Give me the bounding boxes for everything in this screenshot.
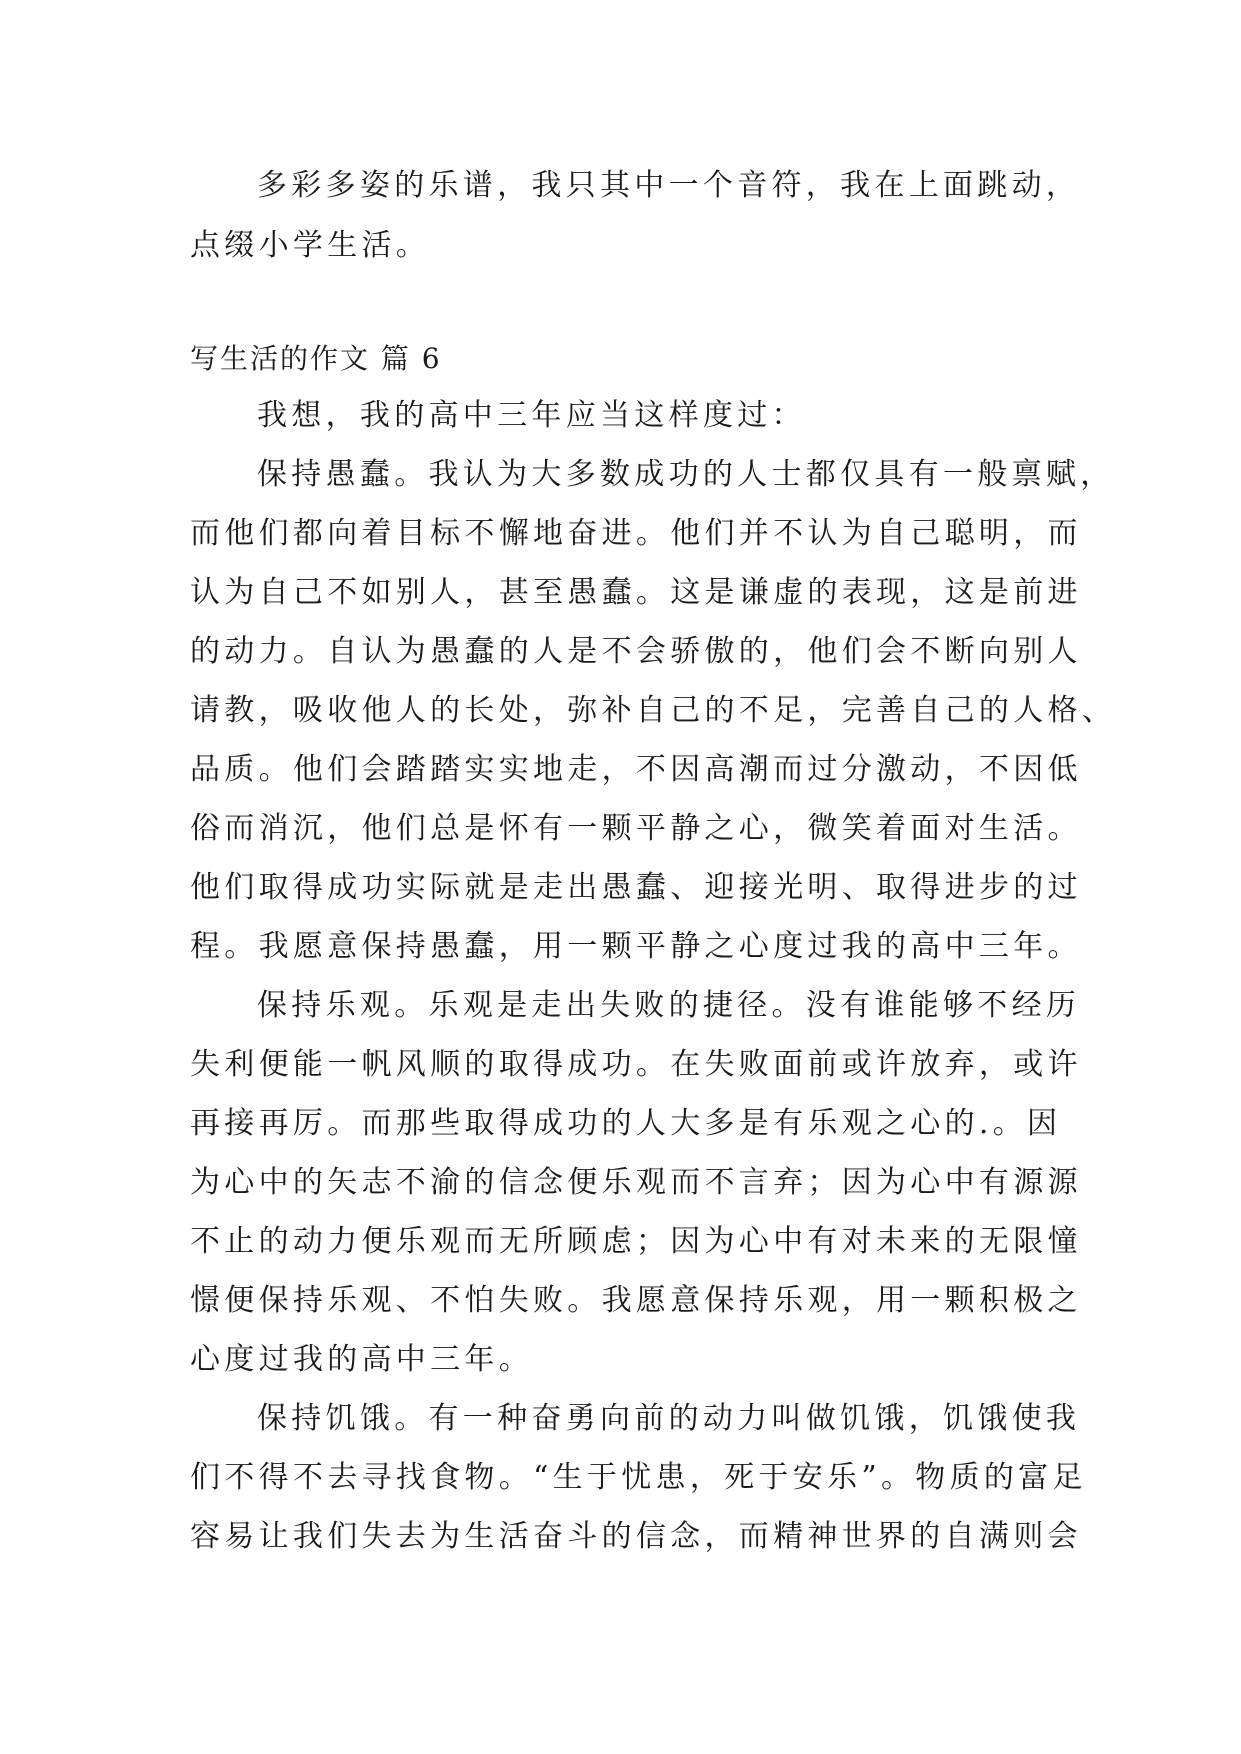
body-text-line: 多彩多姿的乐谱，我只其中一个音符，我在上面跳动，	[257, 168, 1081, 203]
body-text-line: 们不得不去寻找食物。“生于忧患，死于安乐”。物质的富足	[190, 1460, 1087, 1495]
body-text-line: 保持乐观。乐观是走出失败的捷径。没有谁能够不经历	[257, 988, 1081, 1023]
body-text-line: 保持愚蠢。我认为大多数成功的人士都仅具有一般禀赋，	[257, 457, 1115, 492]
body-text-line: 容易让我们失去为生活奋斗的信念，而精神世界的自满则会	[190, 1519, 1082, 1554]
body-text-line: 认为自己不如别人，甚至愚蠢。这是谦虚的表现，这是前进	[190, 575, 1082, 610]
body-text-line: 为心中的矢志不渝的信念便乐观而不言弃；因为心中有源源	[190, 1165, 1082, 1200]
body-text-line: 请教，吸收他人的长处，弥补自己的不足，完善自己的人格、	[190, 693, 1117, 728]
body-text-line: 再接再厉。而那些取得成功的人大多是有乐观之心的.。因	[190, 1106, 1062, 1141]
body-text-line: 不止的动力便乐观而无所顾虑；因为心中有对未来的无限憧	[190, 1224, 1082, 1259]
body-text-line: 我想，我的高中三年应当这样度过：	[257, 398, 806, 433]
body-text-line: 他们取得成功实际就是走出愚蠢、迎接光明、取得进步的过	[190, 870, 1082, 905]
body-text-line: 品质。他们会踏踏实实地走，不因高潮而过分激动，不因低	[190, 752, 1082, 787]
body-text-line: 的动力。自认为愚蠢的人是不会骄傲的，他们会不断向别人	[190, 634, 1082, 669]
body-text-line: 程。我愿意保持愚蠢，用一颗平静之心度过我的高中三年。	[190, 929, 1082, 964]
section-heading: 写生活的作文 篇 6	[190, 342, 442, 375]
body-text-line: 心度过我的高中三年。	[190, 1342, 533, 1377]
body-text-line: 保持饥饿。有一种奋勇向前的动力叫做饥饿，饥饿使我	[257, 1401, 1081, 1436]
body-text-line: 而他们都向着目标不懈地奋进。他们并不认为自己聪明，而	[190, 516, 1082, 551]
body-text-line: 憬便保持乐观、不怕失败。我愿意保持乐观，用一颗积极之	[190, 1283, 1082, 1318]
body-text-line: 失利便能一帆风顺的取得成功。在失败面前或许放弃，或许	[190, 1047, 1082, 1082]
body-text-line: 点缀小学生活。	[190, 228, 431, 263]
body-text-line: 俗而消沉，他们总是怀有一颗平静之心，微笑着面对生活。	[190, 811, 1082, 846]
